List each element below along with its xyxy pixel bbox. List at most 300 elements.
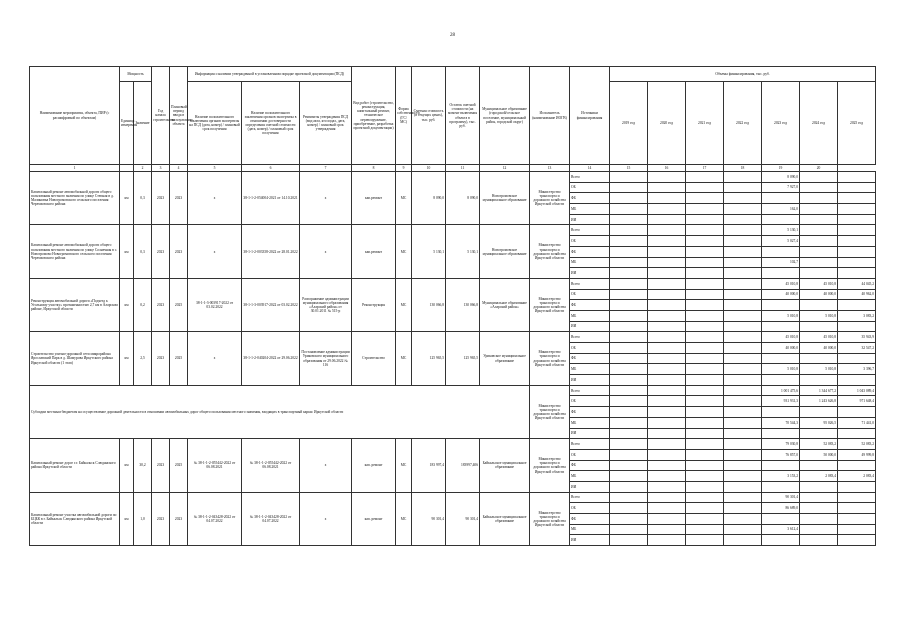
- expertise: № 38-1-1-2-043428-2022 от 04.07.2022: [188, 492, 242, 545]
- fin-value: [610, 449, 648, 460]
- fin-value: [686, 182, 724, 193]
- fin-value: 40 000,0: [800, 289, 838, 300]
- fin-value: [724, 257, 762, 268]
- fin-value: [724, 439, 762, 450]
- expertise: № 38-1-1-2-055442-2022 от 06.08.2021: [188, 439, 242, 492]
- expertise-smeta: № 38-1-1-2-055442-2022 от 06.08.2021: [242, 439, 300, 492]
- fin-value: [724, 514, 762, 525]
- fin-value: [648, 236, 686, 247]
- fin-value: [838, 375, 876, 386]
- fin-value: 86 689,0: [762, 503, 800, 514]
- fin-value: [838, 214, 876, 225]
- fin-value: [762, 460, 800, 471]
- fin-value: [610, 492, 648, 503]
- remaining: 8 090,0: [446, 172, 480, 225]
- fin-value: [610, 439, 648, 450]
- table-row: [30, 225, 876, 236]
- column-number: 3: [152, 165, 170, 172]
- municipality: Новогромовское муниципальное образование: [480, 172, 530, 225]
- quantity: 0,3: [134, 225, 152, 278]
- header-expertise: Наличие положительного заключения органов экспертизы на ПСД (дата, номер) / плановый срок получения: [188, 82, 242, 165]
- fin-value: [838, 353, 876, 364]
- fin-value: [800, 268, 838, 279]
- year-plan: 2023: [170, 172, 188, 225]
- fin-value: [610, 257, 648, 268]
- fin-source-label: Всего: [570, 278, 610, 289]
- fin-value: [800, 407, 838, 418]
- fin-value: [724, 289, 762, 300]
- table-row: [30, 439, 876, 450]
- ownership: МС: [396, 172, 412, 225]
- column-number: 15: [610, 165, 648, 172]
- fin-source-label: МБ: [570, 471, 610, 482]
- header-capacity: Мощность: [120, 67, 152, 82]
- fin-value: 40 000,0: [762, 343, 800, 354]
- header-year: 2021 год: [686, 82, 724, 165]
- fin-source-label: ОБ: [570, 449, 610, 460]
- work-type: кап. ремонт: [352, 439, 396, 492]
- fin-value: [724, 396, 762, 407]
- fin-value: 5 010,8: [800, 364, 838, 375]
- column-number: 2: [134, 165, 152, 172]
- fin-value: [610, 375, 648, 386]
- fin-source-label: МБ: [570, 417, 610, 428]
- fin-value: 45 010,8: [800, 332, 838, 343]
- fin-value: 40 000,0: [762, 289, 800, 300]
- fin-source-label: ФБ: [570, 353, 610, 364]
- column-number: 19: [762, 165, 800, 172]
- fin-value: [686, 193, 724, 204]
- municipality: Муниципальное образование «Аларский район»: [480, 278, 530, 331]
- fin-value: [648, 300, 686, 311]
- header-year-start: Год начала строительства: [152, 67, 170, 165]
- fin-value: [686, 246, 724, 257]
- fin-value: [610, 396, 648, 407]
- fin-value: [724, 417, 762, 428]
- fin-value: 162,0: [762, 204, 800, 215]
- fin-source-label: МБ: [570, 310, 610, 321]
- fin-value: [838, 182, 876, 193]
- fin-value: [724, 300, 762, 311]
- fin-value: [838, 172, 876, 183]
- fin-value: [800, 524, 838, 535]
- fin-source-label: ОБ: [570, 396, 610, 407]
- expertise: х: [188, 225, 242, 278]
- header-unit: Единица измерения: [120, 82, 134, 165]
- fin-value: [686, 471, 724, 482]
- fin-value: 3 396,7: [838, 364, 876, 375]
- fin-value: [648, 460, 686, 471]
- fin-value: [724, 182, 762, 193]
- fin-value: [686, 172, 724, 183]
- unit: км: [120, 332, 134, 385]
- fin-value: [648, 204, 686, 215]
- fin-value: [838, 514, 876, 525]
- fin-value: [686, 428, 724, 439]
- fin-value: [648, 278, 686, 289]
- fin-value: 35 943,9: [838, 332, 876, 343]
- executor: Министерство транспорта и дорожного хозяйства Иркутской области: [530, 225, 570, 278]
- fin-value: [686, 268, 724, 279]
- column-number: 17: [686, 165, 724, 172]
- fin-value: [800, 214, 838, 225]
- quantity: 2,5: [134, 332, 152, 385]
- fin-value: [724, 364, 762, 375]
- fin-value: [724, 310, 762, 321]
- fin-value: [724, 449, 762, 460]
- fin-value: [648, 449, 686, 460]
- fin-source-label: Всего: [570, 225, 610, 236]
- approval: Распоряжение администрации муниципального образования «Аларский район» от 30.01.2011 № 515-р: [300, 278, 352, 331]
- cost: 90 301,4: [412, 492, 446, 545]
- fin-value: [610, 471, 648, 482]
- fin-value: [610, 460, 648, 471]
- object-name: Капитальный ремонт дорог г.г. Байкальск Слюдянского района Иркутской области: [30, 439, 120, 492]
- fin-value: [610, 514, 648, 525]
- page-number: 28: [450, 33, 455, 38]
- fin-value: 49 999,8: [838, 449, 876, 460]
- fin-value: [648, 535, 686, 546]
- fin-value: [762, 193, 800, 204]
- fin-value: [800, 375, 838, 386]
- fin-value: 79 030,8: [762, 439, 800, 450]
- fin-value: 5 130,1: [762, 225, 800, 236]
- fin-value: [648, 268, 686, 279]
- fin-value: [610, 407, 648, 418]
- ownership: МС: [396, 332, 412, 385]
- fin-value: [724, 492, 762, 503]
- fin-value: 2 083,4: [800, 471, 838, 482]
- fin-value: [648, 214, 686, 225]
- cost: 183 997,4: [412, 439, 446, 492]
- fin-source-label: ФБ: [570, 193, 610, 204]
- expertise-smeta: 38-1-1-3-003917-2022 от 03.02.2022: [242, 278, 300, 331]
- fin-value: [800, 257, 838, 268]
- header-cost: Сметная стоимость (в текущих ценах), тыс. руб.: [412, 67, 446, 165]
- fin-value: [648, 364, 686, 375]
- executor: Министерство транспорта и дорожного хозяйства Иркутской области: [530, 385, 570, 438]
- column-number: 8: [352, 165, 396, 172]
- fin-value: [724, 193, 762, 204]
- fin-value: [762, 375, 800, 386]
- approval: х: [300, 172, 352, 225]
- year-start: 2023: [152, 278, 170, 331]
- executor: Министерство транспорта и дорожного хозяйства Иркутской области: [530, 439, 570, 492]
- work-type: кап.ремонт: [352, 172, 396, 225]
- fin-value: [610, 182, 648, 193]
- fin-value: [800, 514, 838, 525]
- fin-value: [724, 535, 762, 546]
- work-type: Строительство: [352, 332, 396, 385]
- fin-value: [648, 246, 686, 257]
- fin-value: [648, 343, 686, 354]
- fin-value: [800, 172, 838, 183]
- fin-value: 52 083,2: [838, 439, 876, 450]
- fin-value: [686, 524, 724, 535]
- fin-value: 45 010,8: [800, 278, 838, 289]
- fin-value: [648, 182, 686, 193]
- work-type: Реконструкция: [352, 278, 396, 331]
- fin-source-label: ФБ: [570, 514, 610, 525]
- fin-source-label: Всего: [570, 439, 610, 450]
- fin-value: 3 612,4: [762, 524, 800, 535]
- approval: х: [300, 439, 352, 492]
- fin-value: [800, 321, 838, 332]
- fin-value: [610, 204, 648, 215]
- fin-value: 95 026,5: [800, 417, 838, 428]
- fin-value: 1 001 475,6: [762, 385, 800, 396]
- fin-source-label: ИИ: [570, 428, 610, 439]
- fin-source-label: ФБ: [570, 407, 610, 418]
- fin-value: [762, 321, 800, 332]
- fin-value: 7 927,0: [762, 182, 800, 193]
- fin-value: [724, 225, 762, 236]
- fin-source-label: МБ: [570, 524, 610, 535]
- fin-value: [686, 503, 724, 514]
- fin-value: 50 000,0: [800, 449, 838, 460]
- fin-value: [724, 246, 762, 257]
- fin-value: [838, 300, 876, 311]
- fin-value: 3 083,2: [838, 310, 876, 321]
- fin-value: 52 083,2: [800, 439, 838, 450]
- fin-value: [724, 204, 762, 215]
- fin-value: [686, 321, 724, 332]
- object-name: Капитальный ремонт автомобильной дороги общего пользования местного значения по улице Степная в д. Малиновка Новогромовского сельского поселения Черемховского района: [30, 172, 120, 225]
- column-number: 13: [530, 165, 570, 172]
- fin-source-label: Всего: [570, 172, 610, 183]
- header-year: 2022 год: [724, 82, 762, 165]
- fin-value: 5 010,8: [800, 310, 838, 321]
- fin-value: [724, 353, 762, 364]
- fin-value: [838, 321, 876, 332]
- fin-value: [724, 471, 762, 482]
- fin-value: 71 441,0: [838, 417, 876, 428]
- fin-source-label: ФБ: [570, 246, 610, 257]
- unit: км: [120, 439, 134, 492]
- fin-value: 40 000,0: [800, 343, 838, 354]
- fin-value: [648, 439, 686, 450]
- header-approval: Реквизиты утверждения ПСД (вид акта, кто издал, дата, номер) / плановый срок утверждения: [300, 82, 352, 165]
- approval: х: [300, 492, 352, 545]
- fin-value: [762, 481, 800, 492]
- fin-value: [648, 375, 686, 386]
- object-name: Реконструкция автомобильной дороги «Подъезд к Угольному участку» протяженностью 2,7 км в Аларском районе, Иркутской области: [30, 278, 120, 331]
- fin-value: [724, 375, 762, 386]
- column-number: 18: [724, 165, 762, 172]
- fin-value: 1 344 677,2: [800, 385, 838, 396]
- table-row: [30, 385, 876, 396]
- expertise-smeta: 38-1-1-2-054004-2021 от 14.10.2021: [242, 172, 300, 225]
- fin-value: [610, 503, 648, 514]
- fin-value: [648, 396, 686, 407]
- fin-value: [686, 492, 724, 503]
- fin-value: [800, 460, 838, 471]
- fin-value: [800, 353, 838, 364]
- executor: Министерство транспорта и дорожного хозяйства Иркутской области: [530, 278, 570, 331]
- header-qty: Значение: [134, 82, 152, 165]
- fin-value: [686, 449, 724, 460]
- fin-value: [800, 193, 838, 204]
- fin-value: [686, 385, 724, 396]
- table-row: [30, 278, 876, 289]
- fin-value: [648, 310, 686, 321]
- fin-value: [648, 332, 686, 343]
- year-plan: 2025: [170, 278, 188, 331]
- work-type: кап. ремонт: [352, 492, 396, 545]
- cost: 125 965,5: [412, 332, 446, 385]
- fin-source-label: МБ: [570, 257, 610, 268]
- fin-value: [838, 407, 876, 418]
- financing-table: [29, 66, 876, 546]
- fin-source-label: Всего: [570, 385, 610, 396]
- header-docs-group: Информация о наличии утвержденной в установленном порядке проектной документации (ПСД): [188, 67, 352, 82]
- fin-value: [686, 439, 724, 450]
- fin-value: 90 301,4: [762, 492, 800, 503]
- fin-source-label: ИИ: [570, 535, 610, 546]
- column-number: 9: [396, 165, 412, 172]
- header-fin-sources: Источники финансирования: [570, 67, 610, 165]
- year-start: 2023: [152, 332, 170, 385]
- fin-value: [800, 503, 838, 514]
- cost: 130 066,8: [412, 278, 446, 331]
- column-number: 6: [242, 165, 300, 172]
- municipality: Новогромовское муниципальное образование: [480, 225, 530, 278]
- fin-value: [762, 428, 800, 439]
- fin-value: [762, 407, 800, 418]
- fin-value: [648, 471, 686, 482]
- fin-source-label: ОБ: [570, 343, 610, 354]
- fin-source-label: ОБ: [570, 503, 610, 514]
- fin-value: 2 083,4: [838, 471, 876, 482]
- fin-source-label: Всего: [570, 492, 610, 503]
- quantity: 30,2: [134, 439, 152, 492]
- table-row: [30, 172, 876, 183]
- header-year-plan: Плановый период ввода в эксплуатацию объекта: [170, 67, 188, 165]
- fin-value: [838, 535, 876, 546]
- ownership: МС: [396, 278, 412, 331]
- unit: км: [120, 172, 134, 225]
- fin-value: [838, 225, 876, 236]
- fin-value: 76 857,0: [762, 449, 800, 460]
- fin-value: [686, 236, 724, 247]
- fin-value: 3 153,2: [762, 471, 800, 482]
- expertise: х: [188, 172, 242, 225]
- fin-source-label: ИИ: [570, 268, 610, 279]
- header-year: 2025 год: [838, 82, 876, 165]
- fin-value: [610, 310, 648, 321]
- fin-value: [724, 343, 762, 354]
- fin-value: 1 043 089,4: [838, 385, 876, 396]
- table-row: [30, 492, 876, 503]
- fin-value: [648, 481, 686, 492]
- fin-value: 45 010,8: [762, 278, 800, 289]
- header-year: 2024 год: [800, 82, 838, 165]
- fin-value: [724, 503, 762, 514]
- fin-value: [800, 300, 838, 311]
- fin-value: [762, 214, 800, 225]
- fin-value: [610, 236, 648, 247]
- column-number: 14: [570, 165, 610, 172]
- fin-value: [648, 385, 686, 396]
- fin-value: 1 243 626,8: [800, 396, 838, 407]
- column-number: 11: [446, 165, 480, 172]
- fin-source-label: Всего: [570, 332, 610, 343]
- municipality: Уриковское муниципальное образование: [480, 332, 530, 385]
- fin-value: [838, 193, 876, 204]
- fin-value: [838, 246, 876, 257]
- fin-value: [610, 343, 648, 354]
- fin-value: [838, 257, 876, 268]
- fin-value: [610, 428, 648, 439]
- fin-value: [800, 492, 838, 503]
- fin-value: [686, 417, 724, 428]
- fin-value: [800, 535, 838, 546]
- expertise-smeta: 38-1-1-2-003358-2022 от 28.01.2022: [242, 225, 300, 278]
- fin-value: 32 547,2: [838, 343, 876, 354]
- fin-source-label: МБ: [570, 204, 610, 215]
- year-plan: 2025: [170, 332, 188, 385]
- fin-value: [838, 268, 876, 279]
- fin-value: 8 090,0: [762, 172, 800, 183]
- fin-value: [610, 481, 648, 492]
- fin-value: [838, 481, 876, 492]
- header-ownership: Форма собственности (ГС/МС): [396, 67, 412, 165]
- unit: км: [120, 225, 134, 278]
- fin-value: [648, 289, 686, 300]
- fin-value: [686, 300, 724, 311]
- fin-value: [686, 460, 724, 471]
- cost: 5 130,1: [412, 225, 446, 278]
- fin-value: [648, 524, 686, 535]
- fin-value: [800, 246, 838, 257]
- fin-value: [686, 481, 724, 492]
- executor: Министерство транспорта и дорожного хозяйства Иркутской области: [530, 492, 570, 545]
- object-name: Капитальный ремонт автомобильной дороги общего пользования местного значения по улице Солнечная в с. Новогромово Новогромовского сельского поселения Черемховского района: [30, 225, 120, 278]
- fin-value: [648, 172, 686, 183]
- fin-value: [762, 268, 800, 279]
- fin-value: [724, 332, 762, 343]
- fin-value: [762, 535, 800, 546]
- fin-value: [724, 278, 762, 289]
- fin-value: 44 045,2: [838, 278, 876, 289]
- column-number: 4: [170, 165, 188, 172]
- fin-value: [724, 236, 762, 247]
- fin-value: 45 010,8: [762, 332, 800, 343]
- fin-value: [610, 193, 648, 204]
- fin-value: [838, 428, 876, 439]
- expertise-smeta: 38-1-1-2-040204-2022 от 29.06.2022: [242, 332, 300, 385]
- cost: 8 090,0: [412, 172, 446, 225]
- fin-value: [648, 417, 686, 428]
- fin-value: 40 962,0: [838, 289, 876, 300]
- fin-value: [686, 353, 724, 364]
- fin-value: [648, 321, 686, 332]
- quantity: 1,0: [134, 492, 152, 545]
- fin-value: [686, 257, 724, 268]
- year-start: 2023: [152, 492, 170, 545]
- fin-value: [800, 428, 838, 439]
- fin-value: [610, 246, 648, 257]
- fin-value: [800, 481, 838, 492]
- fin-value: 931 931,3: [762, 396, 800, 407]
- approval: х: [300, 225, 352, 278]
- fin-value: 971 648,4: [838, 396, 876, 407]
- unit: км: [120, 278, 134, 331]
- fin-source-label: ФБ: [570, 460, 610, 471]
- executor: Министерство транспорта и дорожного хозяйства Иркутской области: [530, 172, 570, 225]
- fin-value: [838, 460, 876, 471]
- object-name: Капитальный ремонт участка автомобильной дороги по БЦБК в г. Байкальск Слюдянского района Иркутской области: [30, 492, 120, 545]
